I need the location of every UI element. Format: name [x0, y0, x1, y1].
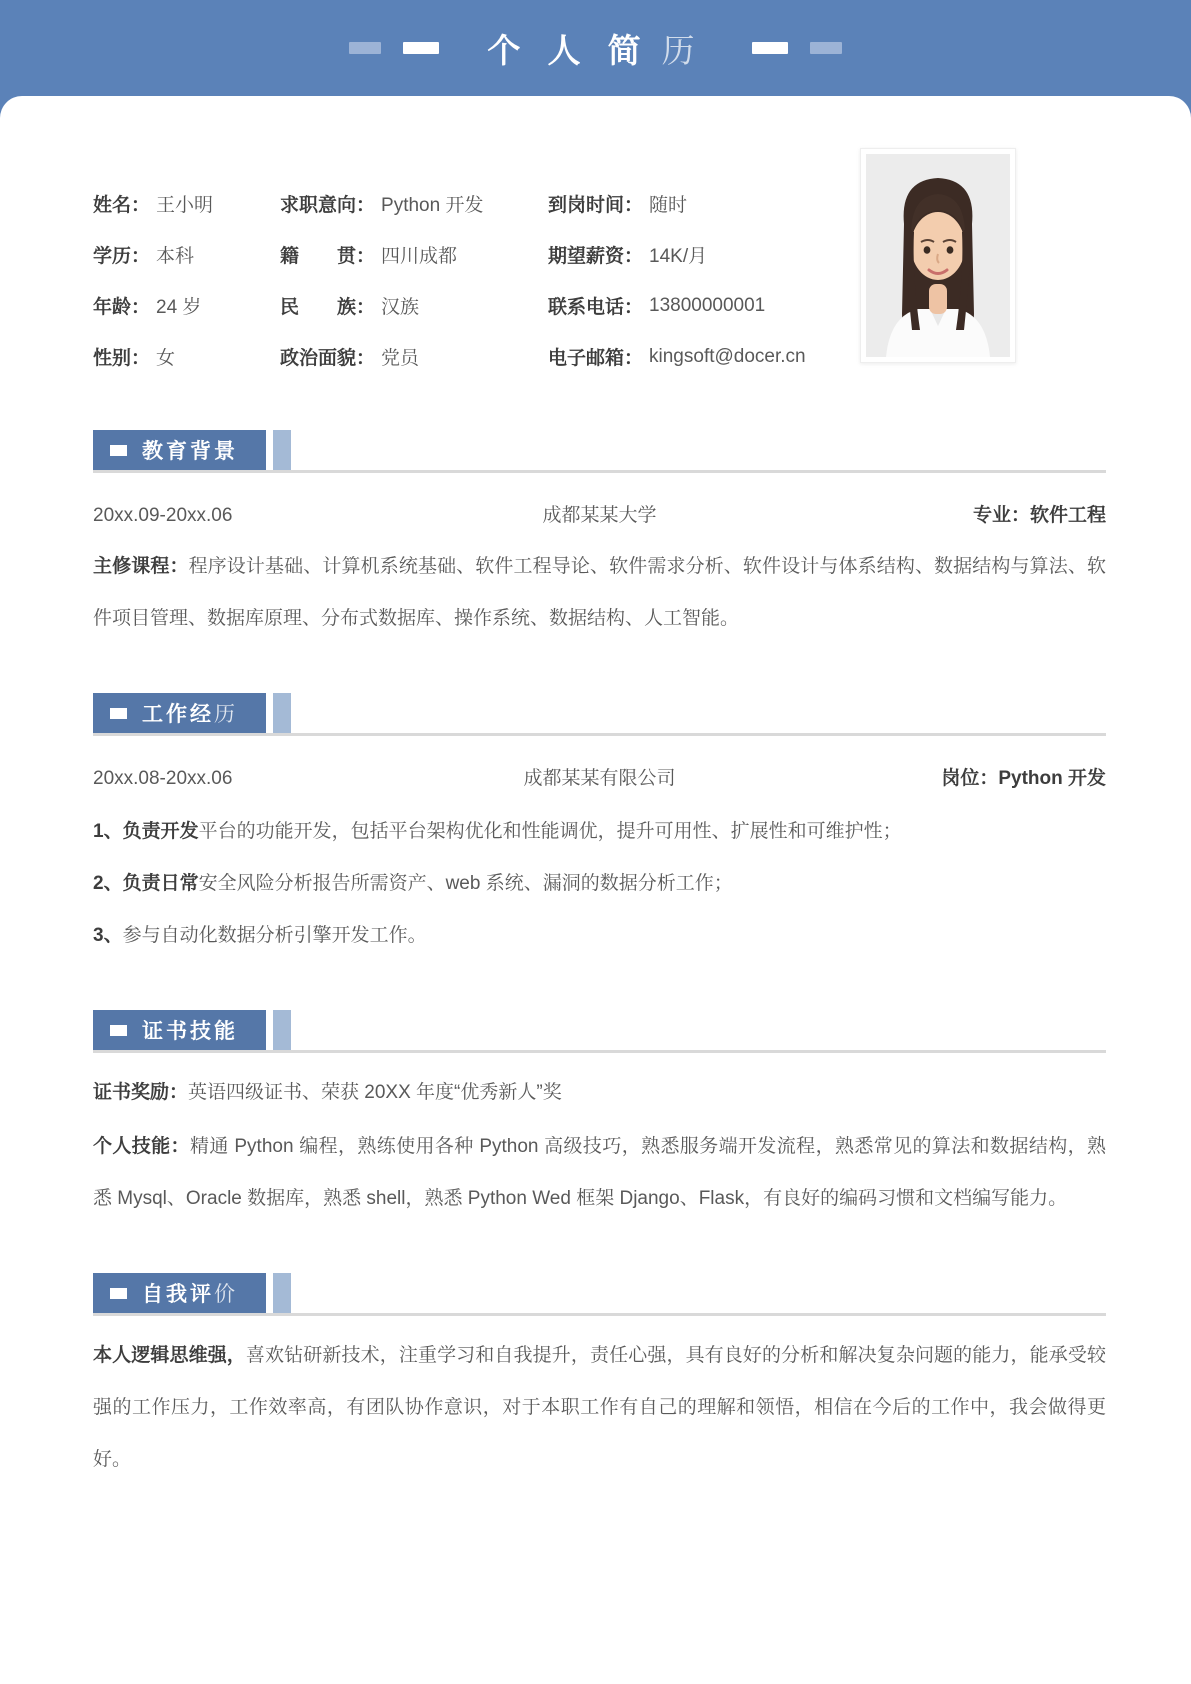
- personal-info-col-background: [280, 178, 548, 382]
- work-duty-item: 2、负责日常安全风险分析报告所需资产、web 系统、漏洞的数据分析工作；: [93, 873, 733, 894]
- work-company: 成都某某有限公司: [523, 768, 676, 789]
- header-title-row: [0, 0, 1191, 96]
- section-divider: [93, 470, 1106, 473]
- section-divider: [93, 1050, 1106, 1053]
- self-evaluation-text: 本人逻辑思维强，喜欢钻研新技术，注重学习和自我提升，责任心强，具有良好的分析和解决复杂问题的能力，能承受较强的工作压力，工作效率高，有团队协作意识，对于本职工作有自己的理解和领悟，相信在今后的工作中，我会做得更好。: [93, 1345, 1106, 1470]
- info-row-political: 政治面貌： 党员: [280, 348, 420, 369]
- work-title-box: [93, 693, 266, 733]
- personal-skills-label: 个人技能：: [93, 1136, 190, 1157]
- decorative-dash-icon: [349, 42, 381, 54]
- info-row-salary: 期望薪资： 14K/月: [548, 246, 708, 267]
- education-section-header: [93, 430, 1106, 470]
- decorative-dash-icon: [752, 42, 788, 54]
- profile-photo: [860, 148, 1016, 363]
- work-duties-list: [93, 806, 1106, 962]
- accent-bar: [273, 693, 291, 733]
- work-period: 20xx.08-20xx.06: [93, 768, 233, 789]
- info-row-ethnicity: 民 族： 汉族: [280, 297, 420, 318]
- dash-icon: [110, 708, 127, 719]
- evaluation-title-box: [93, 1273, 266, 1313]
- info-row-phone: 联系电话： 13800000001: [548, 294, 766, 318]
- decorative-dash-icon: [403, 42, 439, 54]
- section-divider: [93, 1313, 1106, 1316]
- info-row-age: 年龄： 24 岁: [93, 297, 202, 318]
- section-divider: [93, 733, 1106, 736]
- personal-info-section: [93, 178, 1106, 382]
- profile-photo-image: [866, 154, 1010, 357]
- work-duty-item: 3、参与自动化数据分析引擎开发工作。: [93, 925, 427, 946]
- education-entry-row: [93, 500, 1106, 527]
- education-school: 成都某某大学: [542, 505, 657, 526]
- certificates-skills-section: [93, 1010, 1106, 1225]
- page-title-main: 个 人 简: [487, 31, 650, 69]
- dash-icon: [110, 1288, 127, 1299]
- work-position: 岗位：Python 开发: [941, 768, 1107, 789]
- resume-body: [0, 96, 1191, 1684]
- certs-title-box: [93, 1010, 266, 1050]
- self-evaluation-lead: 本人逻辑思维强，: [93, 1345, 246, 1366]
- work-entry-row: [93, 763, 1106, 790]
- page-title-light: 历: [661, 31, 704, 69]
- education-major: 专业：软件工程: [973, 505, 1107, 526]
- info-row-email: 电子邮箱： kingsoft@docer.cn: [548, 345, 806, 369]
- personal-info-col-basic: [93, 178, 280, 382]
- education-section: [93, 430, 1106, 645]
- accent-bar: [273, 1010, 291, 1050]
- evaluation-title: 自我评价: [142, 1283, 238, 1306]
- education-title-box: [93, 430, 266, 470]
- personal-skills: 个人技能：精通 Python 编程，熟练使用各种 Python 高级技巧，熟悉服务端开发流程，熟悉常见的算法和数据结构，熟悉 Mysql、Oracle 数据库，熟悉 shell，熟悉 Python Wed 框架 Django、Flask，有良好的编码习惯和文档编写能力。: [93, 1136, 1106, 1209]
- info-row-hometown: 籍 贯： 四川成都: [280, 246, 458, 267]
- accent-bar: [273, 430, 291, 470]
- education-period: 20xx.09-20xx.06: [93, 505, 233, 526]
- work-section-header: [93, 693, 1106, 733]
- info-row-availability: 到岗时间： 随时: [548, 195, 688, 216]
- work-experience-section: [93, 693, 1106, 962]
- personal-info-col-contact: [548, 178, 878, 382]
- accent-bar: [273, 1273, 291, 1313]
- evaluation-section-header: [93, 1273, 1106, 1313]
- certs-title: 证书技能: [142, 1020, 238, 1043]
- education-title: 教育背景: [142, 440, 238, 463]
- certificate-awards: 证书奖励：英语四级证书、荣获 20XX 年度“优秀新人”奖: [93, 1082, 562, 1103]
- info-row-name: 姓名： 王小明: [93, 195, 214, 216]
- certs-section-header: [93, 1010, 1106, 1050]
- dash-icon: [110, 1025, 127, 1036]
- certificate-awards-label: 证书奖励：: [93, 1082, 189, 1103]
- info-row-gender: 性别： 女: [93, 348, 176, 369]
- education-courses: 主修课程：程序设计基础、计算机系统基础、软件工程导论、软件需求分析、软件设计与体系结构、数据结构与算法、软件项目管理、数据库原理、分布式数据库、操作系统、数据结构、人工智能。: [93, 556, 1106, 629]
- info-row-objective: 求职意向： Python 开发: [280, 195, 484, 216]
- work-title: 工作经历: [142, 703, 238, 726]
- education-courses-label: 主修课程：: [93, 556, 189, 577]
- info-row-degree: 学历： 本科: [93, 246, 195, 267]
- decorative-dash-icon: [810, 42, 842, 54]
- self-evaluation-section: [93, 1273, 1106, 1486]
- dash-icon: [110, 445, 127, 456]
- page-title: [487, 25, 703, 72]
- work-duty-item: 1、负责开发平台的功能开发，包括平台架构优化和性能调优，提升可用性、扩展性和可维护性；: [93, 821, 902, 842]
